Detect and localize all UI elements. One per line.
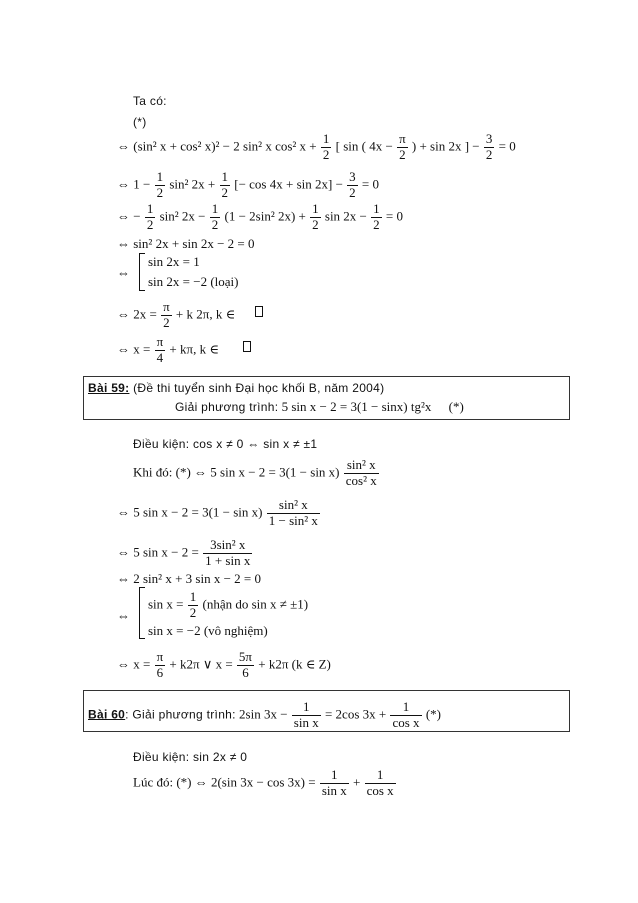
equation-line: ⇔ 2x = $\frac{\pi}{2}$ + k 2π, k ∈ (117, 299, 236, 330)
equation-line: ⇔ 1 − $\frac{1}{2}$ sin² 2x + $\frac{1}{2}$ [− cos 4x + sin 2x] − $\frac{3}{2}$ = 0 (117, 169, 379, 200)
problem-source: (Đề thi tuyển sinh Đại học khối B, năm 2004) (133, 381, 385, 395)
problem-title: Bài 59: (88, 381, 130, 395)
condition-text: Điều kiện: cos x ≠ 0 ⇔ sin x ≠ ±1 (133, 437, 318, 451)
equation-line: Lúc đó: (*) ⇔ 2(sin 3x − cos 3x) = $\frac{1}{\text{sin x}}$ + $\frac{1}{\text{cos x}}$ (133, 767, 394, 798)
problem-title: Bài 60 (88, 707, 126, 722)
equation-line: ⇔ x = $\frac{\pi}{6}$ + k2π ∨ x = $\frac{5\pi}{6}$ + k2π (k ∈ Z) (117, 649, 331, 680)
equivalence-arrow: ⇔ (117, 608, 130, 623)
equation-line: ⇔ − $\frac{1}{2}$ sin² 2x − $\frac{1}{2}$ (1 − 2sin² 2x) + $\frac{1}{2}$ sin 2x − $\frac{1}{2}$ = 0 (117, 201, 403, 232)
condition-text: Điều kiện: sin 2x ≠ 0 (133, 750, 248, 764)
problem-statement: Giải phương trình: 5 sin x − 2 = 3(1 − sinx) tg²x (*) (175, 399, 464, 414)
equation-line: ⇔ sin² 2x + sin 2x − 2 = 0 (117, 236, 255, 251)
equation-mark: (*) (133, 115, 147, 129)
equation-line: sin 2x = −2 (loại) (148, 274, 239, 289)
equation-line: sin x = −2 (vô nghiệm) (148, 623, 268, 638)
equation-line: sin 2x = 1 (148, 254, 200, 269)
missing-glyph-icon (255, 306, 263, 317)
problem-header (88, 382, 384, 394)
equation-line: sin x = $\frac{1}{2}$ (nhận do sin x ≠ ±1) (148, 589, 309, 620)
equation-line: Khi đó: (*) ⇔ 5 sin x − 2 = 3(1 − sin x) $\frac{\text{sin² x}}{\text{cos² x}}$ (133, 457, 377, 488)
equation-line: ⇔ (sin² x + cos² x)² − 2 sin² x cos² x + $\frac{1}{2}$ [ sin ( 4x − $\frac{\pi}{2}$ ) + sin 2x ] − $\frac{3}{2}$ = 0 (117, 131, 516, 162)
intro-text: Ta có: (133, 94, 167, 108)
system-bracket (139, 253, 145, 291)
system-bracket (139, 587, 145, 639)
equation-line: ⇔ x = $\frac{\pi}{4}$ + kπ, k ∈ (117, 334, 219, 365)
equation-line: ⇔ 2 sin² x + 3 sin x − 2 = 0 (117, 571, 261, 586)
equation-line: ⇔ 5 sin x − 2 = $\frac{\text{3sin² x}}{\text{1 + sin x}}$ (117, 537, 251, 568)
equivalence-arrow: ⇔ (117, 265, 130, 280)
problem-statement: Bài 60: Giải phương trình: 2sin 3x − $\frac{1}{\text{sin x}}$ = 2cos 3x + $\frac{1}{\text{cos x}}$ (*) (88, 699, 441, 730)
missing-glyph-icon (243, 341, 251, 352)
equation-line: ⇔ 5 sin x − 2 = 3(1 − sin x) $\frac{\text{sin² x}}{\text{1 − sin² x}}$ (117, 497, 318, 528)
